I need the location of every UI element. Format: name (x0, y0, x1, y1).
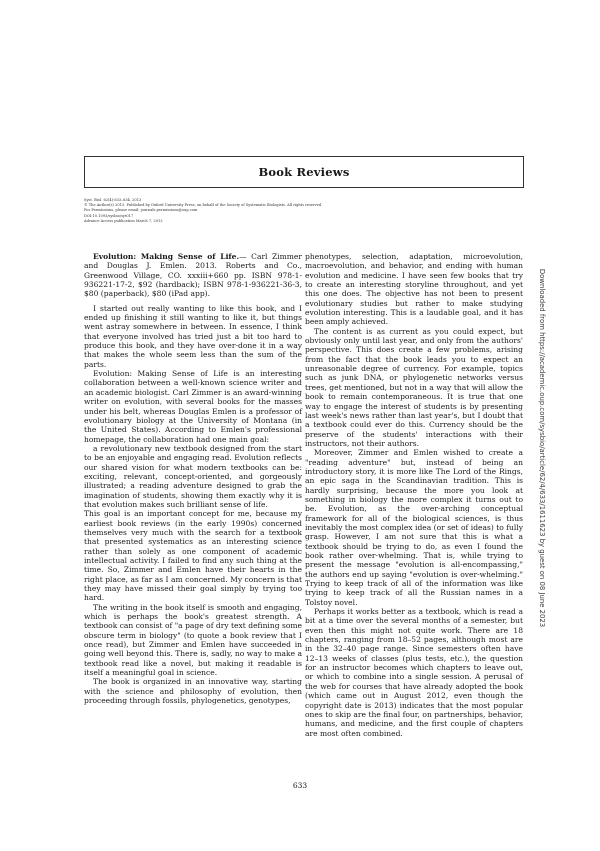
book-citation: — Carl Zimmer and Douglas J. Emlen. 2013. Roberts and Co., Greenwood Village, CO. xxxiii+660 pp. ISBN 978-1-936221-17-2, $92 (hardback); ISBN 978-1-936221-36-3, $80 (paperback), $80 (iPad app). (84, 252, 303, 299)
doi-line: DOI:10.1093/sysbio/syt017 (84, 213, 134, 218)
left-column (84, 252, 302, 706)
section-title: Book Reviews (258, 165, 350, 179)
paragraph: The content is as current as you could expect, but obviously only until last year, and only from the authors' perspective. This does create a few problems, arising from the fact that the book leads you to expect an unreasonable degree of currency. For example, topics such as junk DNA, or phylogenetic networks versus trees, get mentioned, but not in a way that will allow the book to remain contemporaneous. It is true that one way to engage the interest of students is by presenting last week's news rather than last year's, but I doubt that a textbook could ever do this. Currency should be the preserve of the students' interactions with their instructors, not their authors. (305, 326, 523, 448)
download-notice[interactable]: Downloaded from https://academic.oup.com/sysbio/article/62/4/633/1611623 by guest on 08 June 2023 (538, 268, 546, 628)
section-header (84, 156, 524, 188)
paragraph: The writing in the book itself is smooth and engaging, which is perhaps the book's greatest strength. A textbook can consist of "a page of dry text defining some obscure term in biology" (to quote a book review that I once read), but Zimmer and Emlen have succeeded in going well beyond this. There is, sadly, no way to make a textbook read like a novel, but making it readable is itself a meaningful goal in science. (84, 602, 302, 678)
paragraph: This goal is an important concept for me, because my earliest book reviews (in the early 1990s) concerned themselves very much with the search for a textbook that presented systematics as an interesting science rather than solely as one component of academic intellectual activity. I failed to find any such thing at the time. So, Zimmer and Emlen have their hearts in the right place, as far as I am concerned. My concern is that they may have missed their goal simply by trying too hard. (84, 509, 302, 603)
paragraph: Moreover, Zimmer and Emlen wished to create a "reading adventure" but, instead of being an introductory story, it is more like The Lord of the Rings, an epic saga in the Scandinavian tradition. This is hardly surprising, because the more you look at something in biology the more complex it turns out to be. Evolution, as the over-arching conceptual framework for all of the biological sciences, is thus inevitably the most complex idea (or set of ideas) to fully grasp. However, I am not sure that this is what a textbook should be trying to do, as even I found the book rather over-whelming. That is, while trying to present the message "evolution is all-encompassing," the authors end up saying "evolution is over-whelming." Trying to keep track of all of the information was like trying to keep track of all the Russian names in a Tolstoy novel. (305, 448, 523, 607)
paragraph: The book is organized in an innovative way, starting with the science and philosophy of evolution, then proceeding through fossils, phylogenetics, genotypes, (84, 677, 302, 706)
paragraph: Perhaps it works better as a textbook, which is read a bit at a time over the several months of a semester, but even then this might not quite work. There are 18 chapters, ranging from 18–52 pages, although most are in the 32–40 page range. Since semesters often have 12–13 weeks of classes (plus tests, etc.), the question for an instructor becomes which chapters to leave out, or which to combine into a single session. A perusal of the web for courses that have already adopted the book (which came out in August 2012, even though the copyright date is 2013) indicates that the most popular ones to skip are the final four, on partnerships, behavior, humans, and medicine, and the first couple of chapters are most often combined. (305, 607, 523, 738)
advance-access-line: Advance Access publication March 7, 2013 (84, 218, 163, 223)
article-metadata (84, 198, 524, 224)
copyright-line: © The Author(s) 2013. Published by Oxford University Press, on behalf of the Society of Systematic Biologists. All rights reserved. (84, 203, 323, 208)
paragraph: Evolution: Making Sense of Life is an interesting collaboration between a well-known science writer and an academic biologist. Carl Zimmer is an award-winning writer on evolution, with several books for the masses under his belt, whereas Douglas Emlen is a professor of evolutionary biology at the University of Montana (in the United States). According to Emlen's professional homepage, the collaboration had one main goal: (84, 369, 302, 444)
book-title: Evolution: Making Sense of Life. (93, 252, 240, 261)
right-column (305, 252, 523, 738)
block-quote: a revolutionary new textbook designed from the start to be an enjoyable and engaging read. Evolution reflects our shared vision for what modern textbooks can be: exciting, relevant, concept-oriented, and gorgeously illustrated; a reading adventure designed to grab the imagination of students, showing them exactly why it is that evolution makes such brilliant sense of life. (84, 443, 302, 509)
journal-citation: Syst. Biol. 62(4):633–634, 2013 (84, 198, 142, 202)
paragraph: I started out really wanting to like this book, and I ended up finishing it still wanting to like it, but things went astray somewhere in between. In essence, I think that everyone involved has tried just a bit too hard to produce this book, and they have over-done it in a way that makes the whole seem less than the sum of the parts. (84, 303, 302, 369)
page-number: 633 (292, 781, 308, 790)
review-citation (84, 252, 302, 299)
permissions-line: For Permissions, please email: journals.permissions@oup.com (84, 208, 198, 213)
paragraph: phenotypes, selection, adaptation, microevolution, macroevolution, and behavior, and ending with human evolution and medicine. I have seen few books that try to create an interesting storyline throughout, and yet this one does. The objective has not been to present evolutionary studies but rather to make studying evolution interesting. This is a laudable goal, and it has been amply achieved. (305, 252, 523, 327)
